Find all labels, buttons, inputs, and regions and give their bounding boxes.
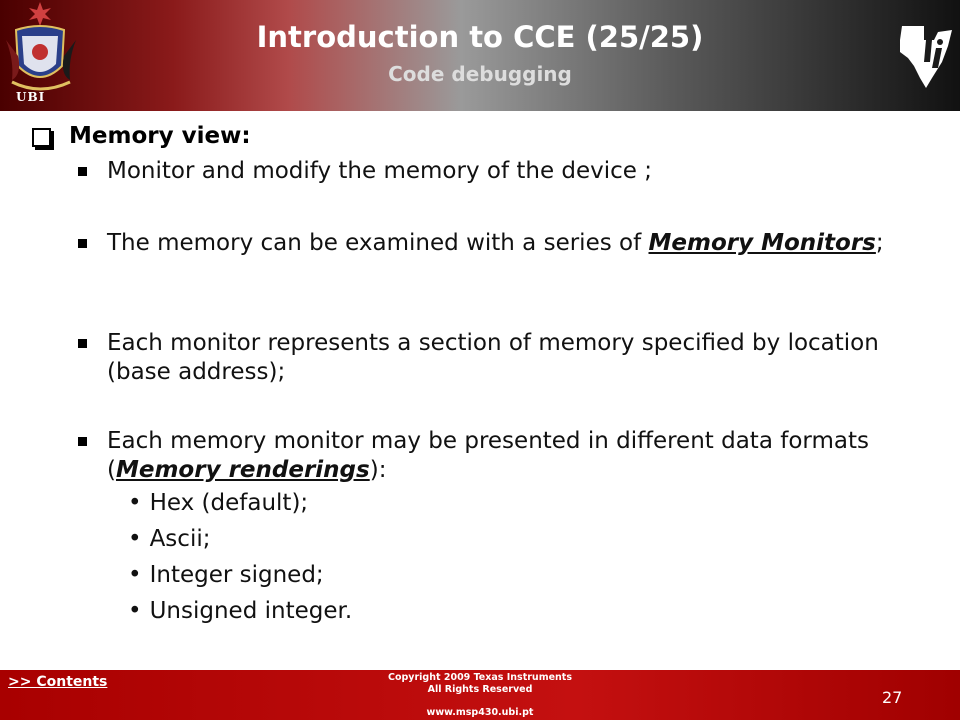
copyright-notice [330, 672, 630, 696]
sub-bullet-text: Integer signed; [149, 562, 324, 588]
square-bullet-icon [78, 167, 87, 176]
bullet-text-part: ): [369, 457, 387, 483]
slide-body [0, 111, 960, 670]
dot-bullet-icon: • [128, 598, 142, 624]
page-number: 27 [882, 688, 903, 707]
contents-link[interactable]: >> Contents [8, 674, 108, 690]
bullet-text-part: ; [875, 230, 884, 256]
square-bullet-icon [78, 437, 87, 446]
slide-subtitle: Code debugging [388, 62, 572, 86]
dot-bullet-icon: • [128, 490, 142, 516]
copyright-line: Copyright 2009 Texas Instruments [388, 672, 572, 683]
bullet-text-part: Each memory monitor may be presented in different data formats ( [107, 428, 869, 483]
checkbox-bullet-icon [32, 128, 51, 147]
bullet-item [78, 427, 898, 485]
sub-bullet-text: Ascii; [149, 526, 211, 552]
bullet-text: Monitor and modify the memory of the device ; [107, 158, 653, 184]
sub-bullet-item [128, 561, 324, 590]
bullet-item [78, 229, 898, 258]
section-heading [32, 123, 251, 149]
ubi-logo-text: UBI [16, 90, 46, 104]
bullet-item [78, 157, 898, 186]
memory-monitors-term: Memory Monitors [648, 230, 876, 256]
bullet-text [107, 229, 898, 258]
website-url: www.msp430.ubi.pt [426, 707, 534, 718]
texas-instruments-logo-icon [898, 18, 956, 94]
sub-bullet-text: Unsigned integer. [149, 598, 353, 624]
sub-bullet-text: Hex (default); [149, 490, 309, 516]
bullet-text [107, 427, 898, 485]
copyright-line: All Rights Reserved [427, 684, 533, 695]
slide-header [0, 0, 960, 111]
bullet-text-part: The memory can be examined with a series of [107, 230, 649, 256]
dot-bullet-icon: • [128, 562, 142, 588]
sub-bullet-item [128, 489, 308, 518]
sub-bullet-item [128, 597, 352, 626]
sub-bullet-item [128, 525, 210, 554]
bullet-item [78, 329, 898, 387]
section-heading-text: Memory view: [69, 123, 251, 149]
bullet-text: Each monitor represents a section of memory specified by location (base address); [107, 330, 879, 385]
slide-title: Introduction to CCE (25/25) [256, 20, 704, 54]
dot-bullet-icon: • [128, 526, 142, 552]
square-bullet-icon [78, 339, 87, 348]
memory-renderings-term: Memory renderings [115, 457, 370, 483]
slide-footer [0, 670, 960, 720]
square-bullet-icon [78, 239, 87, 248]
